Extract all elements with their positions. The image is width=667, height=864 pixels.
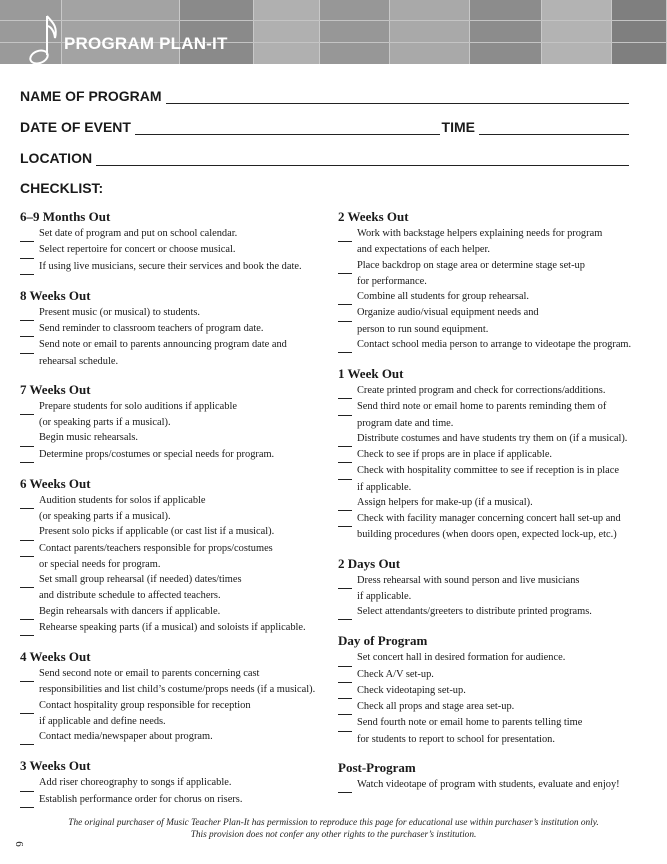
checklist-item [20,447,330,463]
checklist-item-text: responsibilities and list child’s costume/props needs (if a musical). [39,684,316,696]
checklist-item [20,337,330,369]
checklist-item-text: Create printed program and check for corrections/additions. [357,385,606,396]
program-name-field[interactable] [20,84,629,104]
section-title: 6–9 Months Out [20,209,111,224]
checklist-item-text: program date and time. [357,417,454,429]
check-blank[interactable] [338,699,352,715]
checklist-item [338,305,648,337]
checklist-item-text: if applicable and define needs. [39,715,166,727]
checklist-item-text: Dress rehearsal with sound person and live musicians [357,574,580,586]
program-name-line[interactable] [166,89,629,104]
checklist-item [338,667,648,683]
checklist-item-text: Check all props and stage area set-up. [357,701,515,712]
event-date-label: DATE OF EVENT [20,119,131,135]
checklist-item-text: Assign helpers for make-up (if a musical). [357,496,533,508]
checklist-item [338,573,648,605]
checklist-item [338,463,648,495]
checklist-section [338,555,648,621]
event-date-field[interactable] [20,115,629,135]
check-blank[interactable] [338,495,352,511]
checklist-item-text: Check with facility manager concerning concert hall set-up and [357,513,621,524]
program-name-label: NAME OF PROGRAM [20,88,162,104]
check-blank[interactable] [338,431,352,447]
check-blank[interactable] [338,511,352,527]
checklist-item [20,305,330,321]
check-blank[interactable] [338,337,352,353]
checklist-item [20,792,330,808]
checklist-item [20,321,330,337]
checklist-item [338,715,648,747]
header-banner [0,0,667,64]
checklist-section [20,381,330,463]
check-blank[interactable] [338,604,352,620]
checklist-section [20,208,330,275]
copyright-line-1: The original purchaser of Music Teacher Plan-It has permission to reproduce this page for educational use within purchaser’s institution only. [68,818,599,828]
checklist-section [338,208,648,353]
check-blank[interactable] [338,573,352,589]
checklist-item [20,604,330,620]
checklist-item [338,226,648,258]
section-title: 7 Weeks Out [20,381,91,397]
check-blank[interactable] [338,399,352,415]
checklist-item-text: Distribute costumes and have students try them on (if a musical). [357,432,628,444]
checklist-item [338,289,648,305]
check-blank[interactable] [20,305,34,321]
checklist-item-text: Present music (or musical) to students. [39,306,201,318]
time-label: TIME [441,119,475,135]
checklist-item-text: building procedures (when doors open, expected lock-up, etc.) [357,529,617,541]
section-title: 2 Weeks Out [338,209,409,224]
section-title: 8 Weeks Out [20,287,91,303]
check-blank[interactable] [20,524,34,540]
section-title: 4 Weeks Out [20,649,91,664]
checklist-item-text: If using live musicians, secure their services and book the date. [39,260,302,272]
checklist-section [20,475,330,636]
checklist-item [338,399,648,431]
section-title: Day of Program [338,633,428,649]
checklist-item-text: or special needs for program. [39,558,161,570]
checklist-item [20,666,330,698]
checklist-item-text: Determine props/costumes or special needs for program. [39,448,275,460]
checklist-item-text: Select attendants/greeters to distribute printed programs. [357,606,592,617]
checklist-item-text: Combine all students for group rehearsal. [357,291,529,302]
checklist-section [338,632,648,747]
checklist-item-text: Send fourth note or email home to parents telling time [357,717,583,729]
checklist-item [338,699,648,715]
checklist-section [20,648,330,745]
checklist-item-text: Place backdrop on stage area or determine stage set-up [357,259,585,271]
checklist-item [20,226,330,242]
checklist-item-text: Begin music rehearsals. [39,432,138,444]
checklist-item-text: Send reminder to classroom teachers of program date. [39,323,264,334]
checklist-item-text: Check videotaping set-up. [357,684,466,696]
check-blank[interactable] [338,463,352,479]
checklist-section [338,759,648,793]
checklist-item-text: Contact school media person to arrange to videotape the program. [357,338,632,350]
checklist-item [338,337,648,353]
section-title: 6 Weeks Out [20,475,91,491]
checklist-item [20,430,330,446]
checklist-item [20,242,330,258]
checklist-item-text: Set date of program and put on school calendar. [39,228,238,239]
copyright-line-2: This provision does not confer any other rights to the purchaser’s institution. [190,830,477,840]
checklist-section [338,365,648,543]
checklist-item-text: for performance. [357,275,427,287]
check-blank[interactable] [338,650,352,666]
checklist-item [20,698,330,730]
check-blank[interactable] [338,226,352,242]
check-blank[interactable] [20,541,34,557]
checklist-item [20,775,330,791]
checklist-item [20,399,330,431]
check-blank[interactable] [338,383,352,399]
check-blank[interactable] [20,493,34,509]
checklist-left-column [20,208,330,820]
checklist-item-text: Watch videotape of program with students, evaluate and enjoy! [357,778,620,790]
checklist-item [338,447,648,463]
checklist-item [338,383,648,399]
checklist-item-text: Send third note or email home to parents reminding them of [357,401,607,413]
checklist-item [338,777,648,793]
checklist-item [338,604,648,620]
check-blank[interactable] [338,777,352,793]
checklist-item-text: Contact hospitality group responsible for reception [39,699,251,711]
checklist-item-text: and distribute schedule to affected teachers. [39,590,221,602]
check-blank[interactable] [20,572,34,588]
checklist-item [338,650,648,666]
event-date-line[interactable] [135,120,440,135]
checklist-item [338,495,648,511]
checklist-item-text: rehearsal schedule. [39,355,119,367]
check-blank[interactable] [20,698,34,714]
checklist-item-text: Add riser choreography to songs if applicable. [39,777,232,789]
location-field[interactable] [20,146,629,166]
checklist-item-text: Send second note or email to parents concerning cast [39,668,260,679]
check-blank[interactable] [20,226,34,242]
check-blank[interactable] [338,715,352,731]
checklist-right-column [338,208,648,805]
checklist-item-text: Send note or email to parents announcing program date and [39,339,287,351]
check-blank[interactable] [20,620,34,636]
check-blank[interactable] [338,305,352,321]
checklist-item-text: Contact media/newspaper about program. [39,731,213,742]
check-blank[interactable] [20,321,34,337]
checklist-item-text: (or speaking parts if a musical). [39,511,171,522]
check-blank[interactable] [338,683,352,699]
check-blank[interactable] [338,258,352,274]
checklist-item [338,683,648,699]
checklist-item-text: Check A/V set-up. [357,668,434,680]
section-title: 3 Weeks Out [20,758,91,774]
checklist-item [20,259,330,275]
check-blank[interactable] [338,289,352,305]
time-line[interactable] [479,120,629,135]
check-blank[interactable] [20,337,34,353]
checklist-item-text: Prepare students for solo auditions if applicable [39,400,237,412]
checklist-item-text: person to run sound equipment. [357,323,489,335]
copyright-notice [0,817,667,841]
checklist-item-text: Select repertoire for concert or choose musical. [39,244,236,256]
check-blank[interactable] [20,666,34,682]
checklist-item [20,524,330,540]
check-blank[interactable] [20,729,34,745]
checklist-item [20,572,330,604]
checklist-item-text: Set small group rehearsal (if needed) dates/times [39,574,242,585]
location-label: LOCATION [20,150,93,166]
checklist-item [20,729,330,745]
checklist-item [20,620,330,636]
checklist-section [20,287,330,369]
checklist-item-text: Organize audio/visual equipment needs and [357,307,539,319]
checklist-item-text: for students to report to school for presentation. [357,733,555,745]
checklist-item-text: Contact parents/teachers responsible for props/costumes [39,542,273,554]
checklist-section [20,757,330,808]
section-title: Post-Program [338,759,416,775]
checklist-item-text: Establish performance order for chorus on risers. [39,793,243,805]
check-blank[interactable] [20,259,34,275]
check-blank[interactable] [338,447,352,463]
check-blank[interactable] [20,447,34,463]
checklist-item-text: Begin rehearsals with dancers if applicable. [39,605,221,617]
checklist-item-text: and expectations of each helper. [357,244,490,256]
check-blank[interactable] [20,792,34,808]
section-title: 1 Week Out [338,366,404,381]
check-blank[interactable] [20,604,34,620]
page-number: 6 [12,841,25,847]
section-title: 2 Days Out [338,555,401,571]
checklist-item [338,258,648,290]
checklist-item-text: Work with backstage helpers explaining needs for program [357,228,603,239]
check-blank[interactable] [20,430,34,446]
checklist-item [338,431,648,447]
checklist-heading: CHECKLIST: [20,180,104,196]
checklist-item-text: Check to see if props are in place if applicable. [357,449,553,460]
checklist-item-text: if applicable. [357,481,412,493]
checklist-item [338,511,648,543]
checklist-item-text: Present solo picks if applicable (or cast list if a musical). [39,526,275,538]
page-title: PROGRAM PLAN-IT [64,34,228,53]
checklist-item-text: Check with hospitality committee to see if reception is in place [357,465,620,477]
location-line[interactable] [96,151,629,166]
check-blank[interactable] [20,775,34,791]
checklist-item-text: Audition students for solos if applicable [39,494,206,506]
check-blank[interactable] [20,399,34,415]
checklist-item-text: Rehearse speaking parts (if a musical) and soloists if applicable. [39,621,306,633]
check-blank[interactable] [20,242,34,258]
checklist-item-text: Set concert hall in desired formation for audience. [357,652,566,664]
checklist-item-text: (or speaking parts if a musical). [39,417,171,428]
music-note-icon [28,14,58,64]
checklist-item-text: if applicable. [357,590,412,602]
checklist-item [20,493,330,525]
check-blank[interactable] [338,667,352,683]
checklist-item [20,541,330,573]
